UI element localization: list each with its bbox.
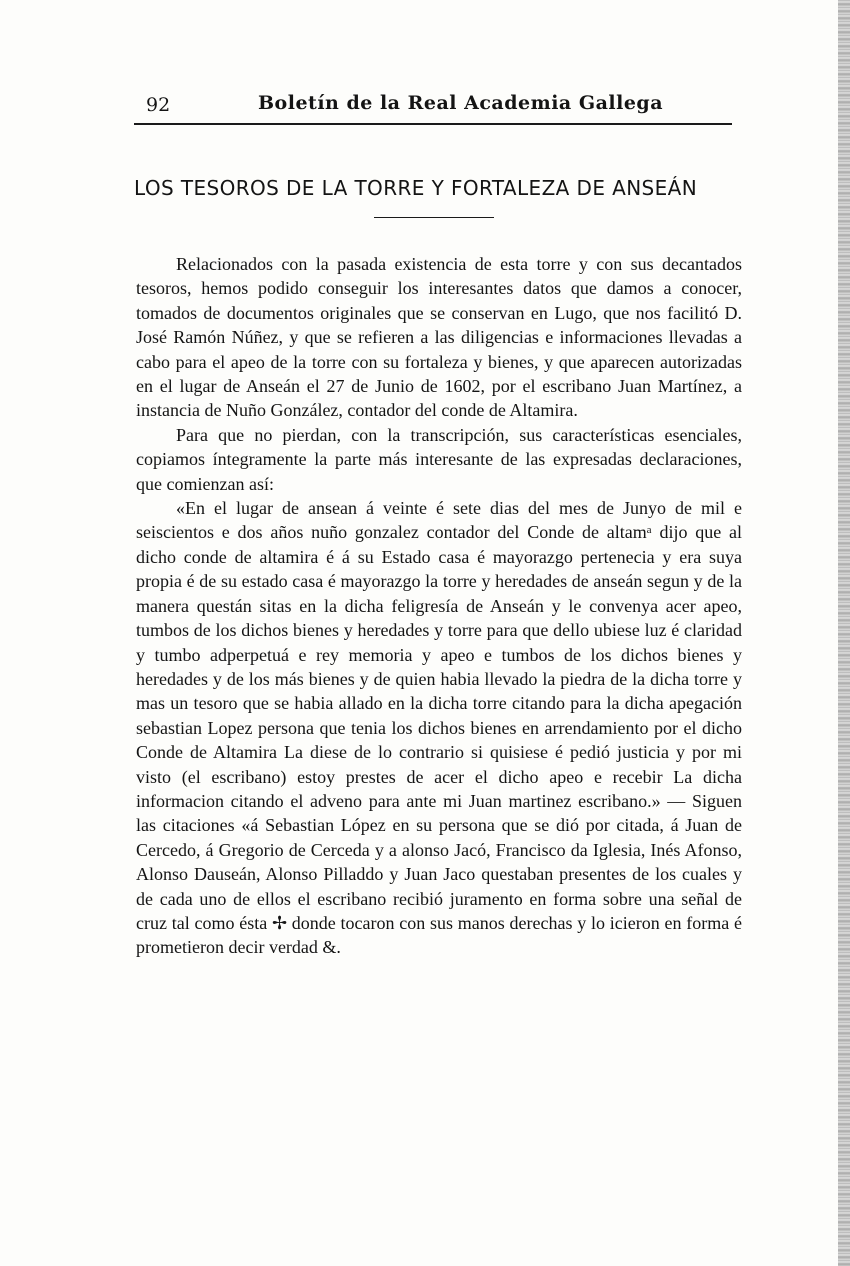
header-rule	[134, 123, 732, 125]
running-title: Boletín de la Real Academia Gallega	[258, 92, 664, 114]
article-body	[136, 252, 742, 960]
article-title: LOS TESOROS DE LA TORRE Y FORTALEZA DE ANSEÁN	[134, 176, 698, 200]
scanned-page-edge	[838, 0, 850, 1266]
title-divider	[374, 217, 494, 218]
page-header	[134, 92, 730, 122]
paragraph-3: «En el lugar de ansean á veinte é sete dias del mes de Junyo de mil e seiscientos e dos años nuño gonzalez contador del Conde de altamᵃ dijo que al dicho conde de altamira é á su Estado casa é mayorazgo pertenecia y era suya propia é de su estado casa é mayorazgo la torre y heredades de anseán segun y de la manera questán sitas en la dicha feligresía de Anseán y le convenya acer apeo, tumbos de los dichos bienes y heredades y torre para que dello ubiese luz é claridad y tumbo adperpetuá e rey memoria y apeo e tumbos de los dichos bienes y heredades y de los más bienes y de quien habia llevado la piedra de la dicha torre y mas un tesoro que se habia allado en la dicha torre citando para la dicha apegación sebastian Lopez persona que tenia los dichos bienes en arrendamiento por el dicho Conde de Altamira La diese de lo contrario si quisiese é pedió justicia y por mi visto (el escribano) estoy prestes de acer el dicho apeo e recebir La dicha informacion citando el adveno para ante mi Juan martinez escribano.» — Siguen las citaciones «á Sebastian López en su persona que se dió por citada, á Juan de Cercedo, á Gregorio de Cerceda y a alonso Jacó, Francisco da Iglesia, Inés Afonso, Alonso Dauseán, Alonso Pilladdo y Juan Jaco questaban presentes de los cuales y de cada uno de ellos el escribano recibió juramento en forma sobre una señal de cruz tal como ésta ✢ donde tocaron con sus manos derechas y lo icieron en forma é prometieron decir verdad &.	[136, 498, 742, 958]
paragraph-2: Para que no pierdan, con la transcripción, sus características esenciales, copiamos íntegramente la parte más interesante de las expresadas declaraciones, que comienzan así:	[136, 424, 742, 494]
paragraph-1: Relacionados con la pasada existencia de esta torre y con sus decantados tesoros, hemos podido conseguir los interesantes datos que damos a conocer, tomados de documentos originales que se conservan en Lugo, que nos facilitó D. José Ramón Núñez, y que se refieren a las diligencias e informaciones llevadas a cabo para el apeo de la torre con su fortaleza y bienes, y que aparecen autorizadas en el lugar de Anseán el 27 de Junio de 1602, por el escribano Juan Martínez, a instancia de Nuño González, contador del conde de Altamira.	[136, 254, 742, 421]
page-number: 92	[146, 94, 171, 116]
